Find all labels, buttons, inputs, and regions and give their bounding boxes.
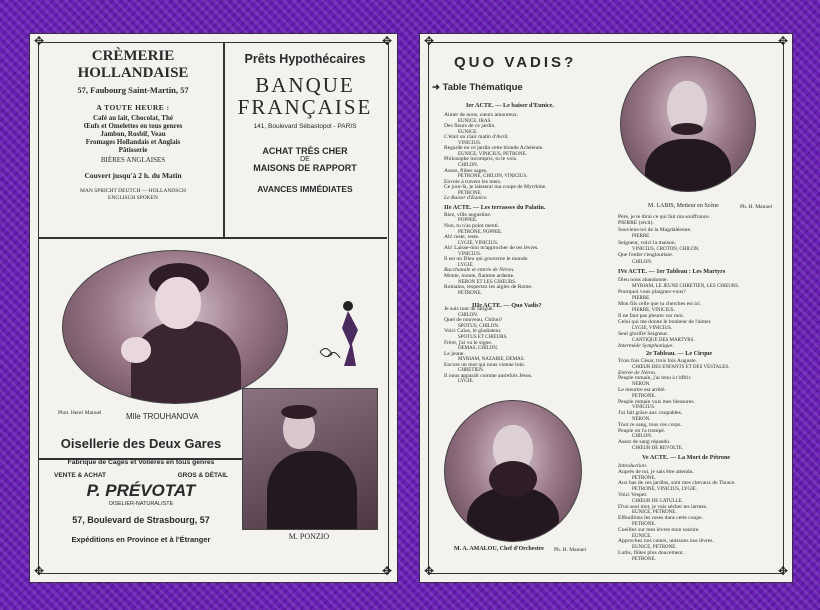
- toc-line: Monte, monte, flamme ardente.: [444, 272, 515, 279]
- divider: [38, 237, 387, 239]
- toc-line: J'ai fait grâce aux coupables.: [618, 410, 683, 417]
- toc-line: Voici Caïus, le gladiateur.: [444, 328, 502, 335]
- corner-ornament: ✥: [778, 34, 789, 48]
- toc-line: Romains, respectez les aigles de Rome.: [444, 284, 533, 291]
- toc-line: Ah! reste, reste.: [444, 234, 480, 241]
- banque-maisons: MAISONS DE RAPPORT: [253, 163, 357, 173]
- oisellerie-ad: [42, 436, 240, 544]
- toc-line: Celui qui me donne le bonheur de l'aimer.: [618, 319, 712, 325]
- toc-line: CHILON.: [458, 312, 479, 318]
- banque-name2: FRANÇAISE: [237, 95, 373, 119]
- toc-line: EUNICE, PÉTRONE.: [632, 545, 677, 551]
- toc-line: Cueillez sur mes lèvres mon sourire.: [618, 526, 700, 533]
- toc-line: Envoie à travers les mers.: [444, 178, 502, 185]
- toc-line: Introduction.: [618, 463, 648, 469]
- cremerie-langues: ENGLISCH SPOKEN: [108, 195, 158, 201]
- toc-line: Le jeune.: [444, 350, 465, 357]
- toc-line: Peuple on t'a trompé.: [618, 427, 666, 434]
- toc-line: PÉTRONE.: [632, 522, 656, 527]
- cremerie-couvert: Couvert jusqu'à 2 h. du Matin: [84, 171, 182, 180]
- banque-address: 141, Boulevard Sébastopol - PARIS: [253, 123, 357, 130]
- toc-line: Tout ce sang, tous ces corps.: [618, 421, 682, 428]
- toc-line: SPOTUS, CHILON.: [458, 323, 500, 329]
- cremerie-line: Café au lait, Chocolat, Thé: [93, 114, 173, 122]
- toc-line: Philosophe incompris, tu le vois.: [444, 156, 518, 163]
- toc-line: Assez de sang répandu.: [618, 439, 671, 446]
- cremerie-title2: HOLLANDAISE: [77, 65, 189, 81]
- toc-line: Le Baiser d'Eunice.: [444, 195, 488, 202]
- corner-ornament: ✥: [382, 34, 393, 48]
- toc-line: Souviens-toi de la Magdaléenne.: [618, 226, 692, 233]
- toc-line: CANTIQUE DES MARTYRS.: [632, 338, 695, 343]
- act-2-heading: IIe ACTE. — Les terrasses du Palatin.: [444, 204, 546, 211]
- toc-line: PÉTRONE, VINICIUS, LYGIE.: [632, 487, 698, 493]
- corner-ornament: ✥: [382, 564, 393, 578]
- toc-line: D'un seul mot, je vais sécher tes larmes.: [618, 503, 708, 510]
- toc-line: PÉTRONE.: [632, 393, 656, 399]
- toc-line: Pourquoi vous plaignez-vous?: [618, 289, 686, 295]
- toc-line: CHILON.: [632, 259, 653, 265]
- photo-credit: Ph. H. Manuel: [554, 547, 587, 553]
- toc-line: EUNICE, VINICIUS, PÉTRONE.: [458, 151, 527, 157]
- toc-line: Riez, ville augustine.: [444, 211, 492, 218]
- cremerie-address: 57, Faubourg Saint-Martin, 57: [77, 85, 189, 95]
- toc-line: Luths, flûtes plus doucement.: [618, 550, 685, 556]
- toc-line: EUNICE.: [632, 533, 652, 539]
- toc-line: Peuple romain, j'ai tenu à t'offrir.: [618, 375, 692, 382]
- toc-line: Des fleurs de ce jardin.: [444, 123, 496, 130]
- toc-line: EUNICE, IRAS.: [458, 118, 492, 124]
- dancer-sketch-illustration: [312, 294, 372, 374]
- toc-line: Frère, j'ai vu le signe.: [444, 339, 493, 346]
- toc-line: Encore un mot qui nous vienne loin.: [444, 361, 526, 368]
- oisellerie-expeditions: Expéditions en Province et à l'Étranger: [71, 535, 211, 544]
- toc-line: Entrée de Néron.: [618, 369, 657, 376]
- toc-line: CHILON.: [632, 434, 653, 440]
- table-thematique-subtitle: Table Thématique: [442, 82, 523, 93]
- photo-credit: Phot. Henri Manuel: [58, 410, 102, 416]
- toc-line: VINICIUS.: [458, 251, 482, 257]
- oisellerie-fabrique: Fabrique de Cages et Volières en tous genres: [67, 459, 215, 466]
- toc-line: Bacchanale et entrée de Néron.: [444, 267, 515, 274]
- toc-line: Que l'enfer t'engloutisse.: [618, 252, 674, 259]
- toc-line: LYGIE.: [458, 262, 474, 268]
- corner-ornament: ✥: [424, 34, 435, 48]
- toc-line: CHILON.: [458, 162, 479, 168]
- act-4-tableau-2-heading: 2e Tableau. — Le Cirque: [646, 350, 713, 357]
- toc-line: DEMAS, CHILON.: [458, 346, 499, 352]
- quo-vadis-title: QUO VADIS?: [454, 54, 577, 71]
- toc-line: Auprès de toi, je sais être attendu.: [618, 468, 694, 475]
- troukhanova-photo: [62, 250, 288, 404]
- toc-line: Il est un Dieu qui gouverne le monde.: [444, 256, 529, 263]
- oisellerie-title: Oisellerie des Deux Gares: [60, 436, 222, 451]
- banque-ad: [226, 52, 384, 194]
- toc-line: PÉTRONE.: [632, 475, 656, 481]
- toc-line: LYGIE, VINICIUS.: [458, 240, 499, 246]
- toc-line: Interméde Symphonique.: [618, 343, 674, 349]
- troukhanova-caption: Mlle TROUHANOVA: [126, 412, 199, 421]
- act-3-heading: IIIe ACTE. — Quo Vadis?: [472, 302, 542, 309]
- toc-line: MYRIAM, NAZAIRE, DEMAS.: [458, 357, 525, 363]
- labis-photo: [620, 56, 756, 192]
- ponzio-photo: [242, 388, 378, 530]
- toc-line: Il nous apparaît comme autrefois Jésus.: [444, 372, 533, 379]
- toc-line: NÉRON.: [632, 382, 651, 388]
- toc-line: Seul glorifié Seigneur.: [618, 331, 669, 337]
- act-5-heading: Ve ACTE. — La Mort de Pétrone: [642, 454, 731, 461]
- banque-achat: ACHAT TRÈS CHER: [262, 146, 348, 156]
- toc-line: CHŒUR DES ENFANTS ET DES VESTALES.: [632, 364, 730, 370]
- corner-ornament: ✥: [34, 34, 45, 48]
- toc-line: Il ne faut pas pleurer sur moi.: [618, 313, 685, 319]
- toc-line: PÉTRONE.: [458, 190, 482, 196]
- toc-line: LYGIE.: [458, 379, 474, 385]
- cremerie-line: Œufs et Omelettes en tous genres: [83, 122, 183, 130]
- banque-name: BANQUE: [255, 73, 355, 97]
- toc-line: Approchez nos cœurs, unissons nos lèvres.: [618, 538, 714, 545]
- subtitle-row: [432, 82, 523, 93]
- toc-line: PIERRE.: [632, 296, 651, 301]
- ponzio-caption: M. PONZIO: [288, 532, 330, 541]
- cremerie-line: Jambon, Rosbif, Veau: [100, 130, 166, 138]
- toc-line: Assez, flûtes sages.: [444, 167, 488, 174]
- toc-line: PÉTRONE, POPPÉE.: [458, 229, 503, 235]
- toc-line: SPOTUS ET CHŒURS.: [458, 335, 508, 340]
- left-page: [30, 34, 397, 582]
- act-4-heading: IVe ACTE. — 1er Tableau : Les Martyrs: [618, 268, 726, 275]
- arrow-icon: ➜: [432, 82, 443, 93]
- toc-line: PIERRE (récit).: [618, 220, 654, 227]
- toc-line: Peuple romain vois mes blessures.: [618, 398, 695, 405]
- toc-line: CHŒUR DE RÉVOLTE.: [632, 446, 684, 451]
- cremerie-title: CRÈMERIE: [91, 48, 175, 64]
- toc-line: Père, je te dirai ce qui fait ma souffrance.: [618, 214, 711, 220]
- toc-line: PIERRE, VINICIUS.: [632, 308, 675, 313]
- toc-line: Je suis tout de fatigue.: [444, 306, 494, 313]
- toc-line: NÉRON.: [632, 417, 651, 422]
- toc-line: Trois fois César, trois fois Auguste.: [618, 358, 697, 364]
- toc-line: Effeuillons les roses dans cette coupe.: [618, 515, 704, 522]
- act-1-heading: Ier ACTE. — Le baiser d'Eunice.: [466, 102, 554, 109]
- toc-line: Aimer de nous, cœurs amoureux.: [444, 112, 519, 118]
- toc-line: CHRÉTIEN.: [458, 368, 484, 374]
- toc-line: PÉTRONE.: [632, 556, 656, 562]
- banque-prets: Prêts Hypothécaires: [244, 52, 366, 66]
- cremerie-langues: MAN SPRICHT DEUTCH — HOLLANDSCH: [80, 188, 186, 194]
- divider: [223, 42, 225, 237]
- toc-line: Ce jour-là, je laisserai ma coupe de Myrrhine.: [444, 184, 547, 191]
- banque-de: DE: [300, 156, 310, 163]
- toc-line: Ah! Laisse-moi m'approcher de tes lèvres.: [444, 245, 539, 252]
- toc-line: VINICIUS.: [632, 405, 656, 411]
- cremerie-line: Fromages Hollandais et Anglais: [85, 138, 181, 146]
- toc-line: Quel de nouveau, Chilon?: [444, 317, 503, 324]
- toc-line: NÉRON ET LES CHŒURS.: [458, 279, 517, 285]
- oisellerie-gros: GROS & DÉTAIL: [177, 472, 228, 479]
- corner-ornament: ✥: [424, 564, 435, 578]
- right-page: [420, 34, 792, 582]
- corner-ornament: ✥: [778, 564, 789, 578]
- toc-line: VINICIUS.: [458, 140, 482, 146]
- corner-ornament: ✥: [34, 564, 45, 578]
- toc-line: MYRIAM, LE JEUNE CHRÉTIEN, LES CHŒURS.: [632, 284, 740, 289]
- toc-line: Dieu nous abandonne.: [618, 277, 668, 283]
- toc-line: C'était un clair matin d'Avril.: [444, 134, 509, 141]
- oisellerie-name: P. PRÉVOTAT: [86, 481, 196, 500]
- toc-line: POPPÉE.: [458, 218, 478, 224]
- amalou-photo: [444, 400, 582, 542]
- toc-line: EUNICE.: [458, 129, 478, 135]
- cremerie-line: Pâtisserie: [118, 146, 148, 154]
- oisellerie-vente: VENTE & ACHAT: [54, 472, 106, 479]
- photo-credit: Ph. H. Manuel: [740, 204, 773, 210]
- toc-line: Aux bas de ces jardins, sont mes chevaux de Thrace.: [618, 480, 736, 487]
- toc-line: LYGIE, VINICIUS.: [632, 326, 673, 331]
- oisellerie-role: OISELIER-NATURALISTE: [108, 501, 174, 507]
- toc-line: CHŒUR DE CATULLE.: [632, 498, 683, 504]
- toc-line: Mon fils celle que tu cherches est ici.: [618, 301, 702, 307]
- banque-avances: AVANCES IMMÉDIATES: [257, 184, 353, 194]
- toc-line: Regarde en ce jardin cette blonde Achéenne.: [444, 145, 544, 152]
- cremerie-ad: [42, 48, 224, 202]
- toc-line: Non, tu n'as point menti.: [444, 223, 500, 229]
- toc-line: Voici Vesper.: [618, 492, 648, 498]
- toc-line: VINICIUS, CROTON, CHILON.: [632, 247, 700, 252]
- toc-line: PIERRE.: [632, 234, 651, 240]
- toc-line: PÉTRONE, CHILON, VINICIUS.: [458, 174, 528, 180]
- toc-line: Le meurtre est arrêté.: [618, 387, 666, 393]
- amalou-caption: M. A. AMALOU, Chef d'Orchestre: [454, 546, 544, 552]
- oisellerie-address: 57, Boulevard de Strasbourg, 57: [72, 515, 210, 525]
- labis-caption: M. LABIS, Metteur en Scène: [648, 203, 719, 209]
- toc-line: PÉTRONE.: [458, 290, 482, 296]
- toc-line: Seigneur, voici la maison.: [618, 239, 677, 246]
- cremerie-heure: A TOUTE HEURE :: [96, 103, 170, 112]
- toc-line: EUNICE, PÉTRONE.: [632, 510, 677, 516]
- cremerie-bieres: BIÈRES ANGLAISES: [100, 156, 166, 164]
